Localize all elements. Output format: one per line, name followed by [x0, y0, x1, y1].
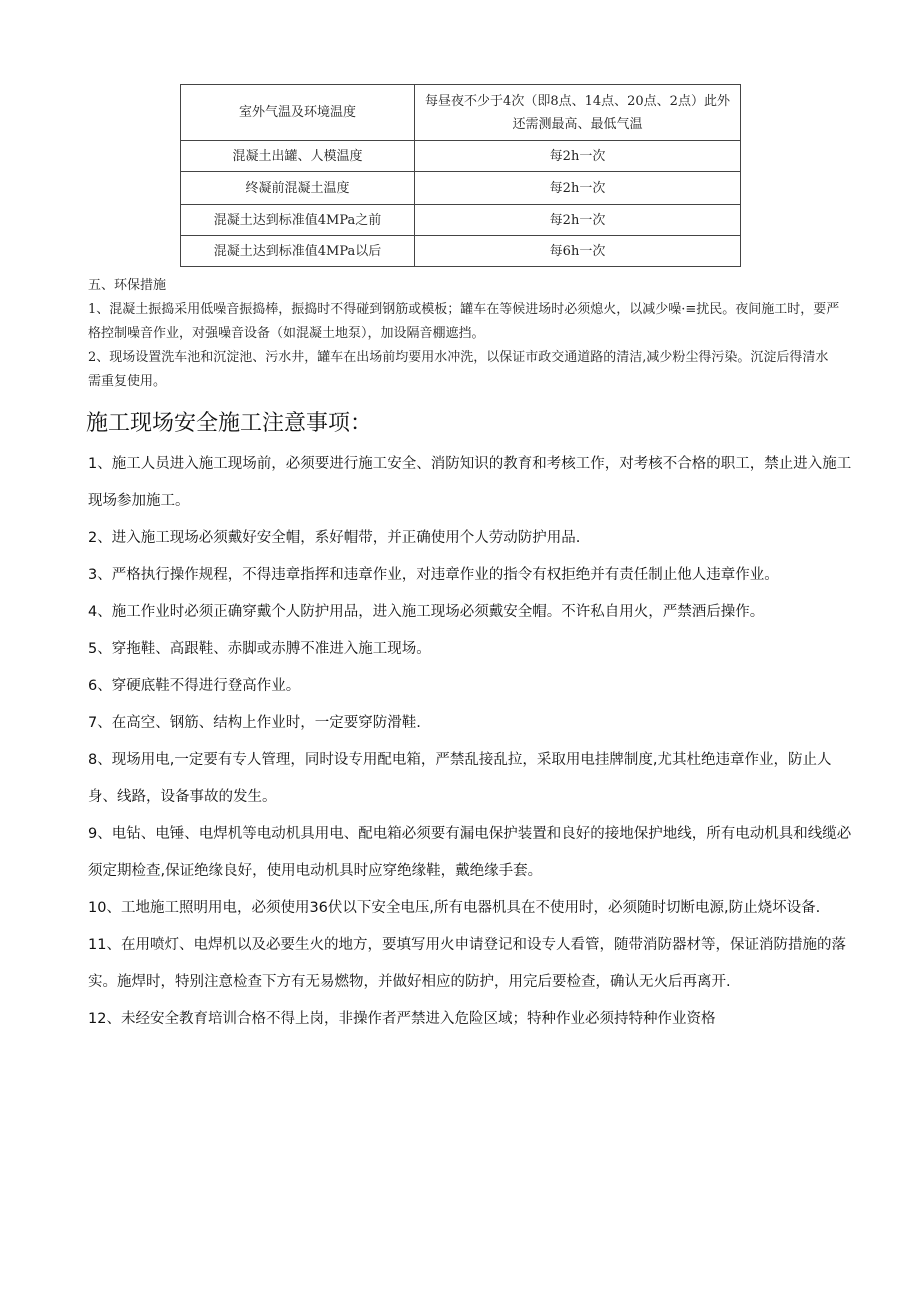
list-item: 5、穿拖鞋、高跟鞋、赤脚或赤膊不准进入施工现场。: [88, 641, 431, 657]
list-item: 2、进入施工现场必须戴好安全帽，系好帽带，并正确使用个人劳动防护用品.: [88, 530, 581, 546]
table-row: [181, 172, 741, 205]
section-paragraph: 2、现场设置洗车池和沉淀池、污水井，罐车在出场前均要用水冲洗，以保证市政交通道路的清洁,减少粉尘得污染。沉淀后得清水需重复使用。: [88, 350, 829, 389]
safety-title: 施工现场安全施工注意事项：: [86, 411, 373, 436]
list-item: 9、电钻、电锤、电焊机等电动机具用电、配电箱必须要有漏电保护装置和良好的接地保护地线，所有电动机具和线缆必须定期检查,保证绝缘良好，使用电动机具时应穿绝缘鞋，戴绝缘手套。: [88, 826, 852, 879]
temperature-monitoring-table: [180, 84, 741, 267]
list-item: 3、严格执行操作规程，不得违章指挥和违章作业，对违章作业的指令有权拒绝并有责任制止他人违章作业。: [88, 567, 779, 583]
table-row: [181, 205, 741, 236]
section-paragraph: 1、混凝土振捣采用低噪音振捣棒，振捣时不得碰到钢筋或模板；罐车在等候进场时必须熄火，以减少噪·≡扰民。夜间施工时，要严格控制噪音作业，对强噪音设备（如混凝土地泵），加设隔音棚遮挡。: [88, 302, 840, 341]
table-cell-item: 混凝土达到标准值4MPa之前: [181, 205, 415, 236]
section-heading: 五、环保措施: [88, 278, 167, 293]
environmental-measures-section: [88, 274, 840, 394]
table-row: [181, 85, 741, 141]
table-cell-frequency: 每昼夜不少于4次（即8点、14点、20点、2点）此外还需测最高、最低气温: [415, 85, 741, 141]
safety-items-list: [88, 446, 856, 1038]
list-item: 8、现场用电,一定要有专人管理，同时设专用配电箱，严禁乱接乱拉，采取用电挂牌制度,尤其杜绝违章作业，防止人身、线路，设备事故的发生。: [88, 752, 832, 805]
table-cell-frequency: 每2h一次: [415, 141, 741, 172]
list-item: 4、施工作业时必须正确穿戴个人防护用品，进入施工现场必须戴安全帽。不许私自用火，严禁酒后操作。: [88, 604, 765, 620]
list-item: 12、未经安全教育培训合格不得上岗，非操作者严禁进入危险区域；特种作业必须持特种作业资格: [88, 1011, 716, 1027]
table-cell-frequency: 每6h一次: [415, 236, 741, 267]
list-item: 6、穿硬底鞋不得进行登高作业。: [88, 678, 301, 694]
table-cell-frequency: 每2h一次: [415, 172, 741, 205]
table-cell-item: 终凝前混凝土温度: [181, 172, 415, 205]
list-item: 7、在高空、钢筋、结构上作业时，一定要穿防滑鞋.: [88, 715, 421, 731]
table-cell-item: 室外气温及环境温度: [181, 85, 415, 141]
table-row: [181, 141, 741, 172]
table-cell-frequency: 每2h一次: [415, 205, 741, 236]
list-item: 11、在用喷灯、电焊机以及必要生火的地方，要填写用火申请登记和设专人看管，随带消防器材等，保证消防措施的落实。施焊时，特别注意检查下方有无易燃物，并做好相应的防护，用完后要检查，确认无火后再离开.: [88, 937, 846, 990]
table-cell-item: 混凝土出罐、人模温度: [181, 141, 415, 172]
table-cell-item: 混凝土达到标准值4MPa以后: [181, 236, 415, 267]
table-row: [181, 236, 741, 267]
list-item: 1、施工人员进入施工现场前，必须要进行施工安全、消防知识的教育和考核工作，对考核不合格的职工，禁止进入施工现场参加施工。: [88, 456, 852, 509]
list-item: 10、工地施工照明用电，必须使用36伏以下安全电压,所有电器机具在不使用时，必须随时切断电源,防止烧坏设备.: [88, 900, 821, 916]
